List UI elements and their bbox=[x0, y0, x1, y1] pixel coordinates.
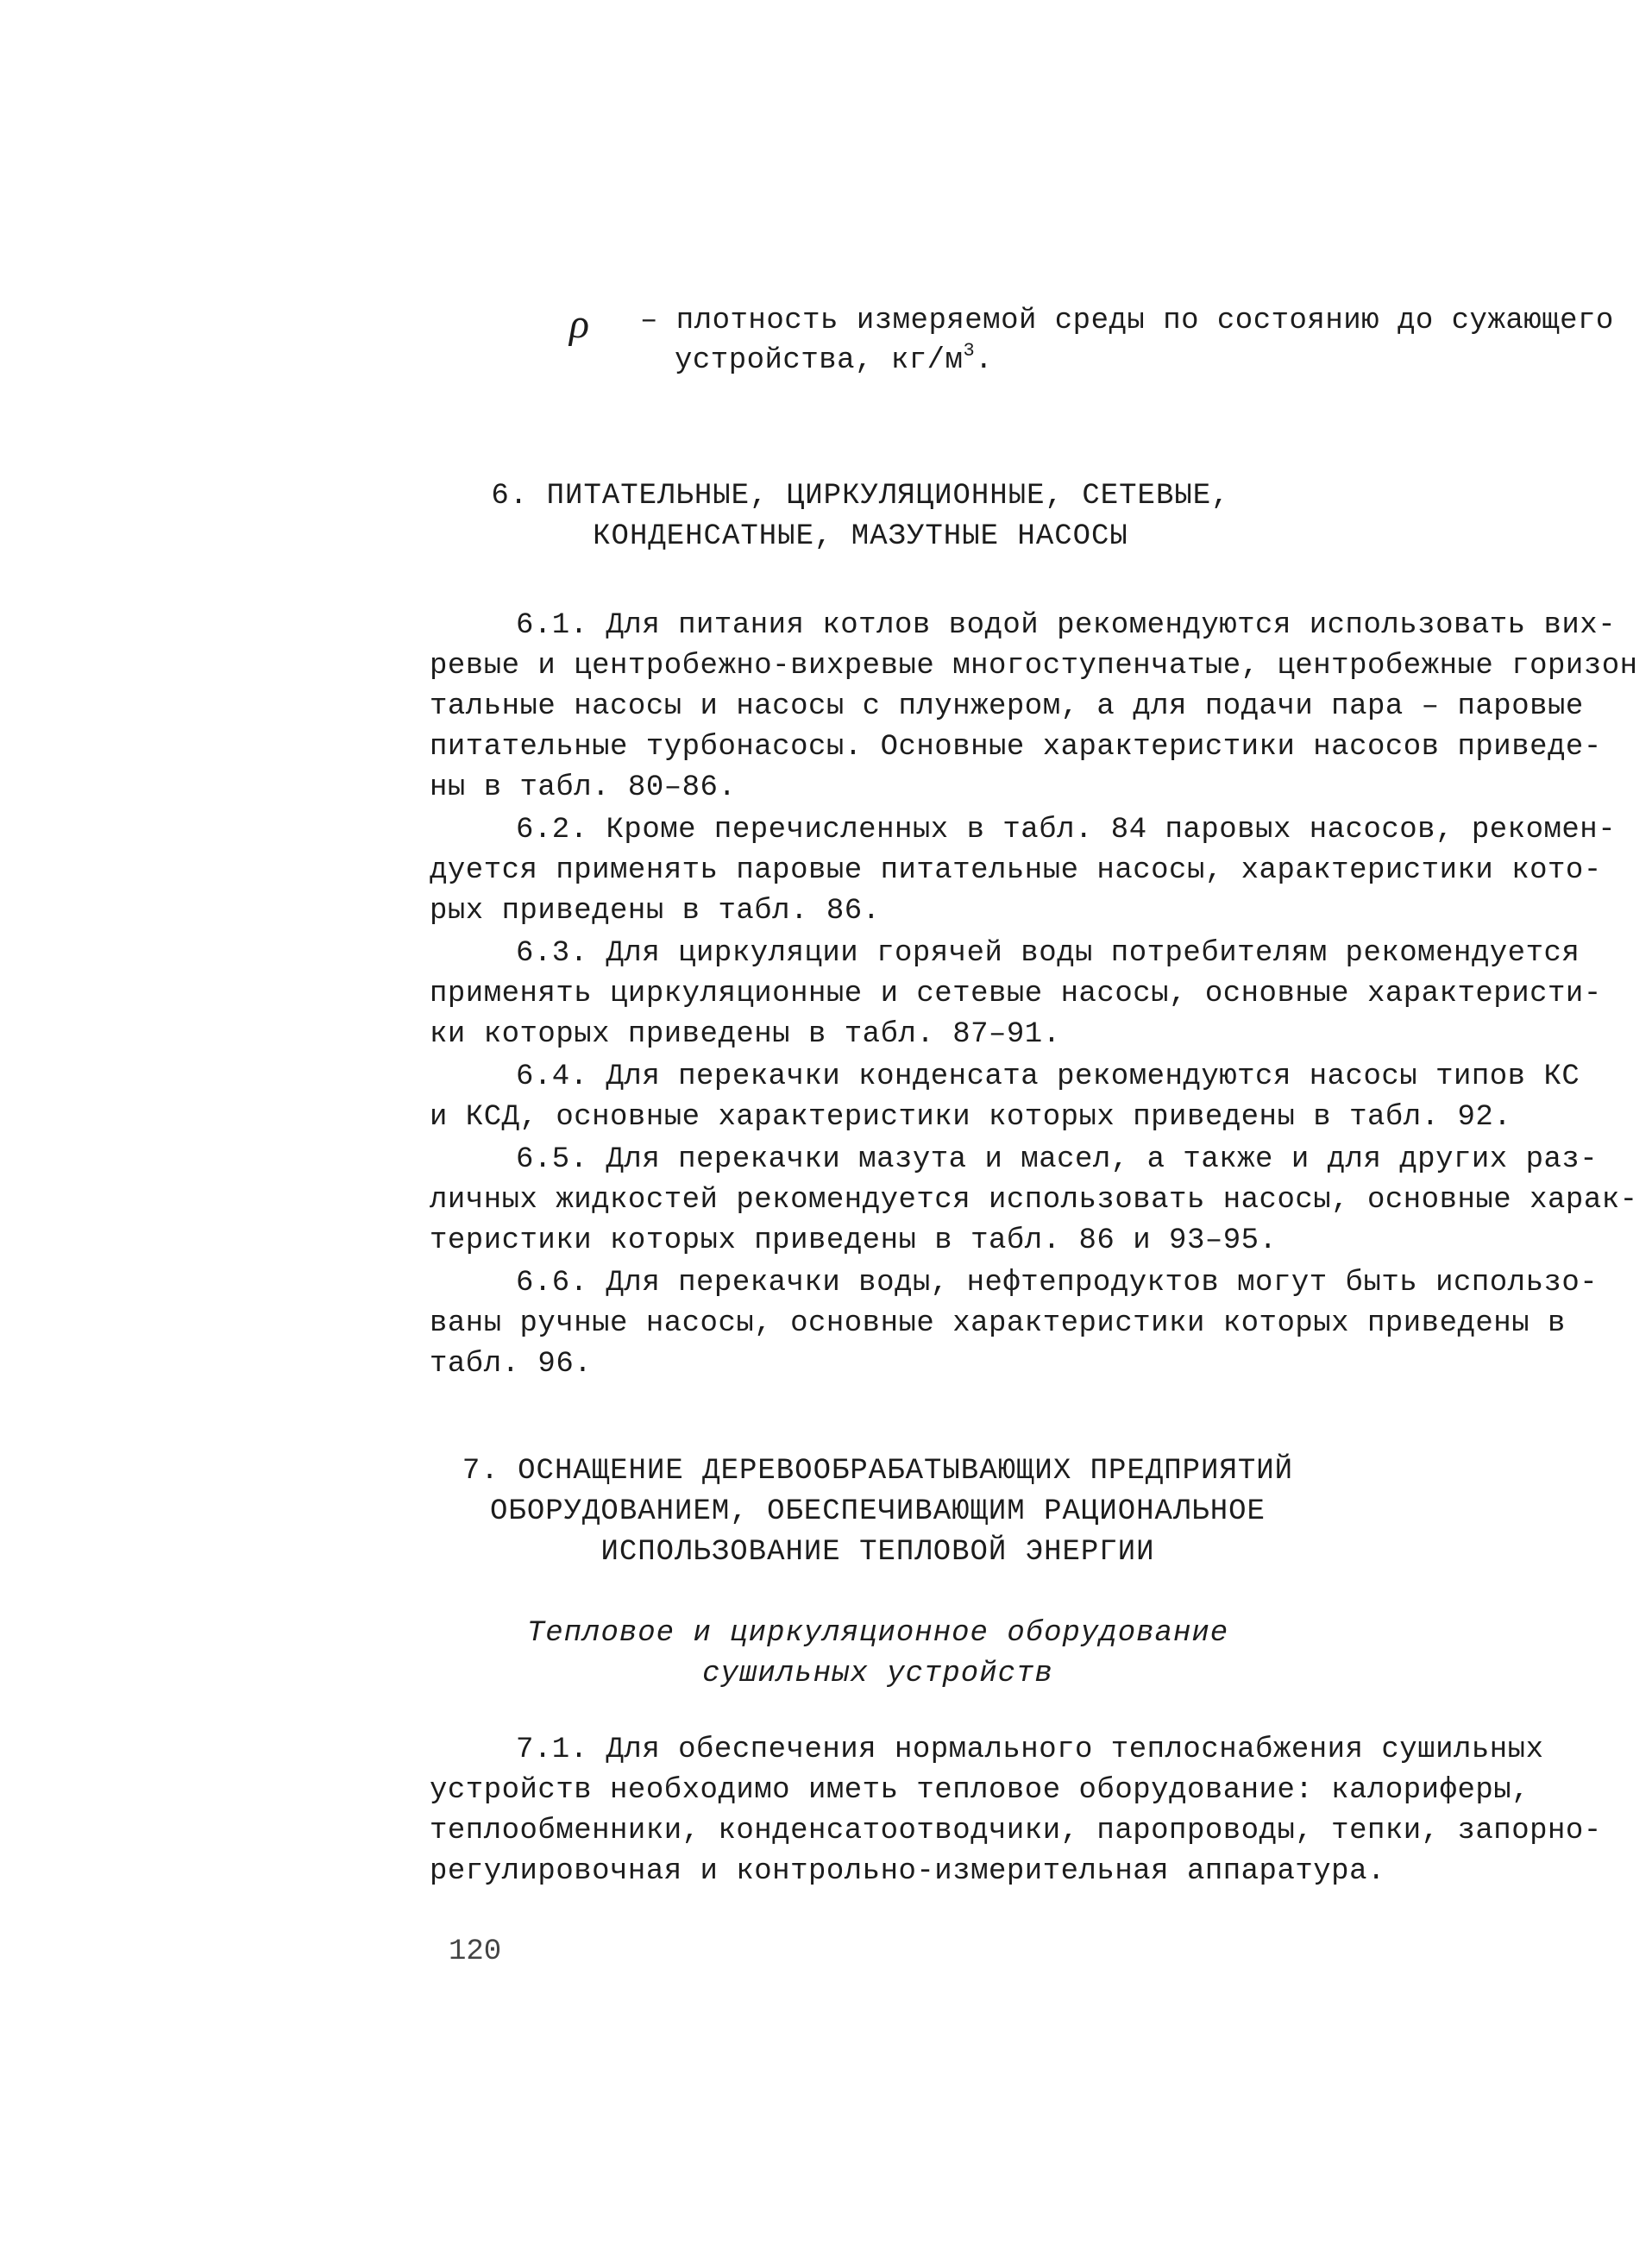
s7-line-2: устройств необходимо иметь тепловое оборудование: калориферы, bbox=[430, 1774, 1530, 1807]
section-7-heading-line-1: 7. ОСНАЩЕНИЕ ДЕРЕВООБРАБАТЫВАЮЩИХ ПРЕДПРИЯТИЙ bbox=[462, 1455, 1294, 1488]
s6-line-12: 6.4. Для перекачки конденсата рекомендуются насосы типов КС bbox=[516, 1060, 1580, 1093]
s6-line-19: табл. 96. bbox=[430, 1348, 593, 1381]
section-7-subheading-line-1: Тепловое и циркуляционное оборудование bbox=[526, 1617, 1229, 1650]
s6-line-10: применять циркуляционные и сетевые насосы, основные характеристи- bbox=[430, 978, 1602, 1010]
s6-line-13: и КСД, основные характеристики которых приведены в табл. 92. bbox=[430, 1101, 1512, 1134]
section-7-subheading-line-2: сушильных устройств bbox=[702, 1658, 1053, 1690]
s6-line-14: 6.5. Для перекачки мазута и масел, а также и для других раз- bbox=[516, 1143, 1599, 1176]
s6-line-16: теристики которых приведены в табл. 86 и 93–95. bbox=[430, 1224, 1278, 1257]
section-7-heading-line-3: ИСПОЛЬЗОВАНИЕ ТЕПЛОВОЙ ЭНЕРГИИ bbox=[600, 1536, 1155, 1569]
section-6-heading-line-1: 6. ПИТАТЕЛЬНЫЕ, ЦИРКУЛЯЦИОННЫЕ, СЕТЕВЫЕ, bbox=[491, 480, 1230, 513]
section-6-heading-line-2: КОНДЕНСАТНЫЕ, МАЗУТНЫЕ НАСОСЫ bbox=[593, 520, 1128, 553]
s6-line-3: тальные насосы и насосы с плунжером, а для подачи пара – паровые bbox=[430, 690, 1584, 723]
s7-line-3: теплообменники, конденсатоотводчики, паропроводы, тепки, запорно- bbox=[430, 1815, 1602, 1847]
definition-line-1: – плотность измеряемой среды по состоянию до сужающего bbox=[640, 305, 1614, 337]
s6-line-4: питательные турбонасосы. Основные характеристики насосов приведе- bbox=[430, 731, 1602, 764]
s6-line-11: ки которых приведены в табл. 87–91. bbox=[430, 1018, 1061, 1051]
s6-line-9: 6.3. Для циркуляции горячей воды потребителям рекомендуется bbox=[516, 937, 1580, 970]
rho-symbol: ρ bbox=[569, 301, 590, 347]
page-number: 120 bbox=[449, 1935, 502, 1968]
s6-line-1: 6.1. Для питания котлов водой рекомендуются использовать вих- bbox=[516, 609, 1617, 642]
s6-line-17: 6.6. Для перекачки воды, нефтепродуктов могут быть использо- bbox=[516, 1267, 1599, 1300]
s7-line-4: регулировочная и контрольно-измерительная аппаратура. bbox=[430, 1855, 1385, 1888]
s6-line-6: 6.2. Кроме перечисленных в табл. 84 паровых насосов, рекомен- bbox=[516, 814, 1617, 846]
s6-line-15: личных жидкостей рекомендуется использовать насосы, основные харак- bbox=[430, 1184, 1638, 1217]
s6-line-7: дуется применять паровые питательные насосы, характеристики кото- bbox=[430, 854, 1602, 887]
s6-line-2: ревые и центробежно-вихревые многоступенчатые, центробежные горизон bbox=[430, 650, 1638, 683]
s6-line-8: рых приведены в табл. 86. bbox=[430, 895, 881, 928]
section-7-heading-line-2: ОБОРУДОВАНИЕМ, ОБЕСПЕЧИВАЮЩИМ РАЦИОНАЛЬНОЕ bbox=[490, 1495, 1266, 1528]
definition-line-2: устройства, $кг/м^3$. bbox=[675, 340, 994, 377]
s6-line-18: ваны ручные насосы, основные характеристики которых приведены в bbox=[430, 1307, 1566, 1340]
s6-line-5: ны в табл. 80–86. bbox=[430, 771, 737, 804]
s7-line-1: 7.1. Для обеспечения нормального теплоснабжения сушильных bbox=[516, 1734, 1544, 1766]
